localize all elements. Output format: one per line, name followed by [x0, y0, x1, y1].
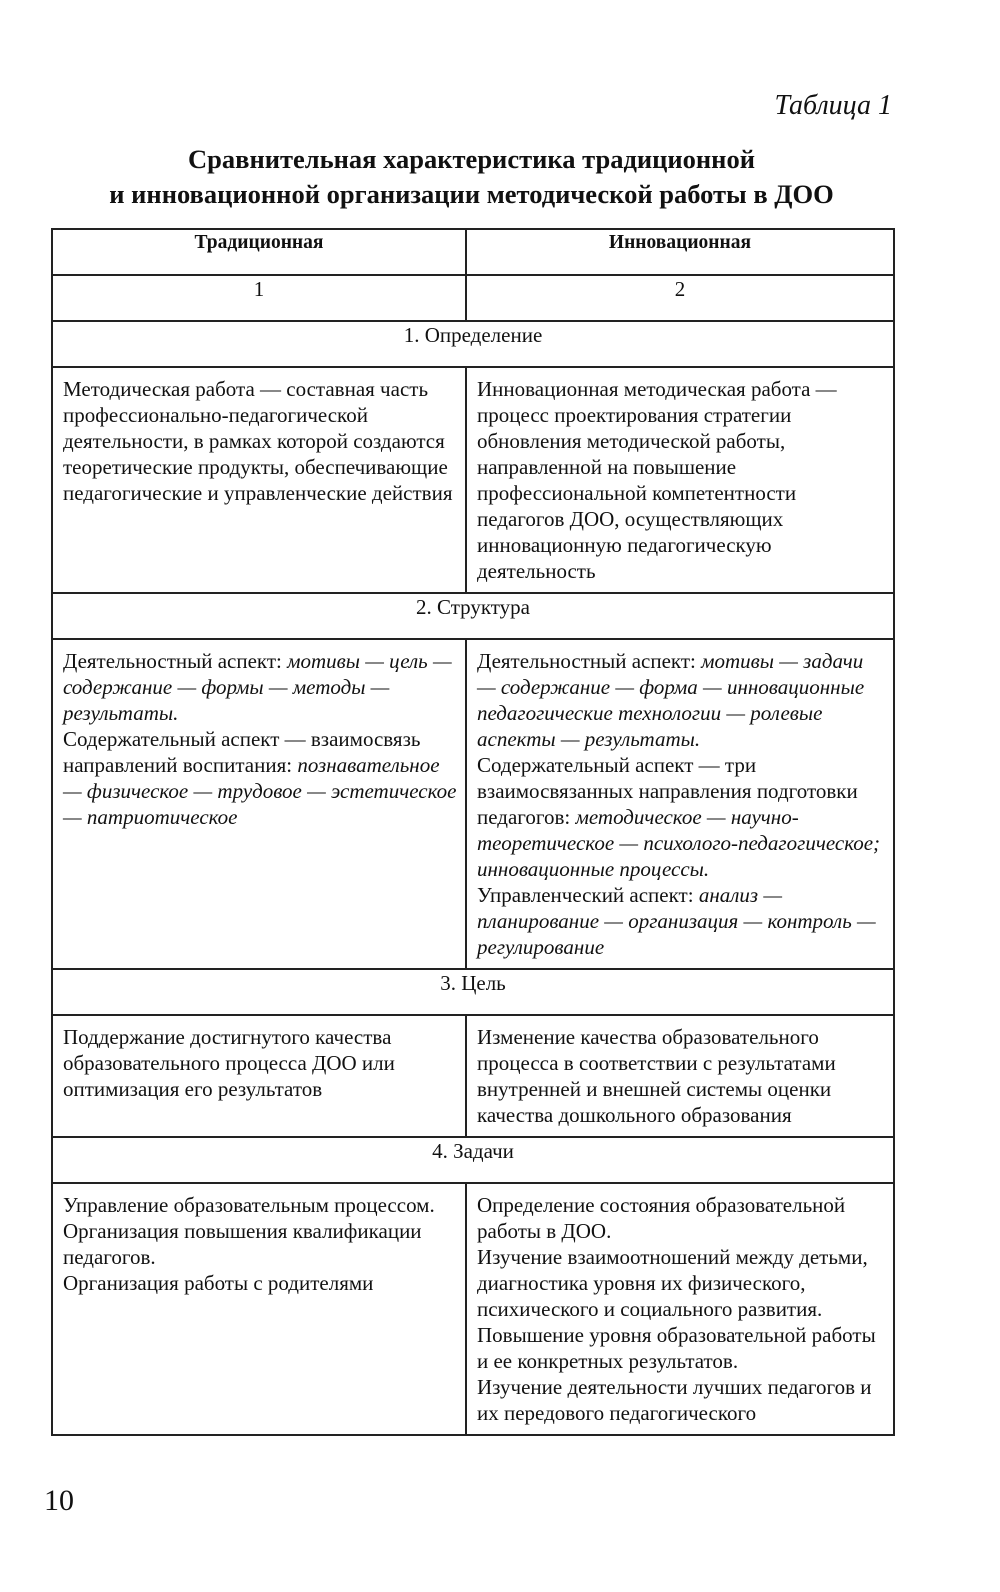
activity-items: мотивы — цель — содержание — формы — методы — результаты. [63, 649, 452, 725]
paragraph [477, 648, 887, 752]
goal-innovative: Изменение качества образовательного процесса в соответствии с результатами внутренней и внешней системы оценки качества дошкольного образования [466, 1015, 894, 1137]
section-row [52, 593, 894, 639]
content-items: методическое — научно-теоретическое — психолого-педагогическое; инновационные процессы. [477, 805, 881, 881]
content-label: Содержательный аспект — взаимосвязь направлений воспитания: [63, 727, 421, 777]
comparison-table [51, 228, 895, 1436]
list-item: Повышение уровня образовательной работы и ее конкретных результатов. [477, 1323, 876, 1373]
tasks-traditional [52, 1183, 466, 1435]
section-title-structure: 2. Структура [52, 593, 894, 639]
content-items: познавательное — физическое — трудовое — эстетическое — патриотическое [63, 753, 457, 829]
management-items: анализ — планирование — организация — контроль — регулирование [477, 883, 876, 959]
list-item: Управление образовательным процессом. [63, 1193, 435, 1217]
header-row [52, 229, 894, 275]
structure-traditional [52, 639, 466, 969]
table-row [52, 367, 894, 593]
definition-innovative: Инновационная методическая работа — процесс проектирования стратегии обновления методической работы, направленной на повышение профессиональной компетентности педагогов ДОО, осуществляющих инновационную педагогическую деятельность [466, 367, 894, 593]
page-title [50, 142, 893, 212]
header-innovative: Инновационная [466, 229, 894, 275]
list-item: Организация работы с родителями [63, 1271, 374, 1295]
list-item: Определение состояния образовательной работы в ДОО. [477, 1193, 846, 1243]
content-label: Содержательный аспект — три взаимосвязанных направления подготовки педагогов: [477, 753, 858, 829]
list-item: Изучение взаимоотношений между детьми, диагностика уровня их физического, психического и социального развития. [477, 1245, 868, 1321]
section-row [52, 1137, 894, 1183]
paragraph [477, 882, 887, 960]
title-line-1: Сравнительная характеристика традиционной [188, 144, 755, 174]
section-title-goal: 3. Цель [52, 969, 894, 1015]
title-line-2: и инновационной организации методической работы в ДОО [109, 179, 834, 209]
section-row [52, 321, 894, 367]
activity-items: мотивы — задачи — содержание — форма — инновационные педагогические технологии — ролевые аспекты — результаты. [477, 649, 865, 751]
table-label: Таблица 1 [774, 90, 892, 121]
table-row [52, 639, 894, 969]
tasks-innovative [466, 1183, 894, 1435]
goal-traditional: Поддержание достигнутого качества образовательного процесса ДОО или оптимизация его результатов [52, 1015, 466, 1137]
header-traditional: Традиционная [52, 229, 466, 275]
activity-label: Деятельностный аспект: [63, 649, 288, 673]
list-item: Изучение деятельности лучших педагогов и их передового педагогического [477, 1375, 872, 1425]
section-row [52, 969, 894, 1015]
section-title-tasks: 4. Задачи [52, 1137, 894, 1183]
column-number-row [52, 275, 894, 321]
table-row [52, 1183, 894, 1435]
list-item: Организация повышения квалификации педагогов. [63, 1219, 422, 1269]
column-number-1: 1 [52, 275, 466, 321]
activity-label: Деятельностный аспект: [477, 649, 702, 673]
management-label: Управленческий аспект: [477, 883, 699, 907]
paragraph [477, 752, 887, 882]
column-number-2: 2 [466, 275, 894, 321]
paragraph [63, 648, 459, 726]
table-row [52, 1015, 894, 1137]
section-title-definition: 1. Определение [52, 321, 894, 367]
definition-traditional: Методическая работа — составная часть профессионально-педагогической деятельности, в рамках которой создаются теоретические продукты, обеспечивающие педагогические и управленческие действия [52, 367, 466, 593]
paragraph [63, 726, 459, 830]
structure-innovative [466, 639, 894, 969]
page-number: 10 [44, 1484, 74, 1517]
